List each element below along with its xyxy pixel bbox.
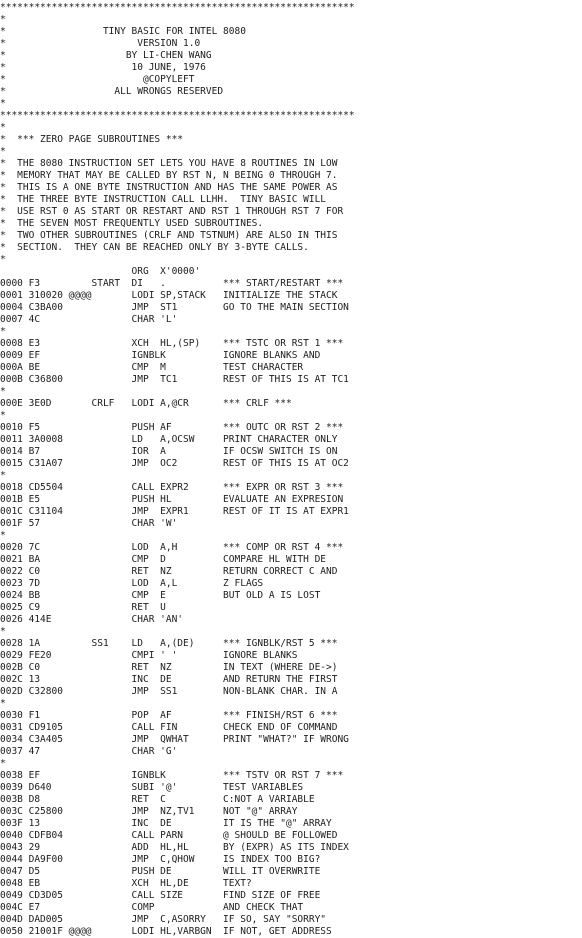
listing-line: * SECTION. THEY CAN BE REACHED ONLY BY 3-BYTE CALLS. bbox=[0, 242, 309, 253]
listing-line: * THE 8080 INSTRUCTION SET LETS YOU HAVE 8 ROUTINES IN LOW bbox=[0, 158, 338, 169]
listing-line: 0031 CD9105 CALL FIN CHECK END OF COMMAND bbox=[0, 722, 338, 733]
listing-line: 0039 D640 SUBI '@' TEST VARIABLES bbox=[0, 782, 304, 793]
listing-line: * bbox=[0, 530, 6, 541]
listing-line: * bbox=[0, 698, 6, 709]
listing-line: * BY LI-CHEN WANG bbox=[0, 50, 212, 61]
listing-line: 0014 B7 IOR A IF OCSW SWITCH IS ON bbox=[0, 446, 338, 457]
listing-line: 0007 4C CHAR 'L' bbox=[0, 314, 178, 325]
listing-line: 0030 F1 POP AF *** FINISH/RST 6 *** bbox=[0, 710, 338, 721]
listing-line: 002D C32800 JMP SS1 NON-BLANK CHAR. IN A bbox=[0, 686, 338, 697]
listing-line: 003C C25800 JMP NZ,TV1 NOT "@" ARRAY bbox=[0, 806, 298, 817]
listing-line: 0034 C3A405 JMP QWHAT PRINT "WHAT?" IF WRONG bbox=[0, 734, 349, 745]
listing-line: * TWO OTHER SUBROUTINES (CRLF AND TSTNUM) ARE ALSO IN THIS bbox=[0, 230, 338, 241]
listing-line: 003B D8 RET C C:NOT A VARIABLE bbox=[0, 794, 315, 805]
listing-line: * bbox=[0, 326, 6, 337]
listing-line: ORG X'0000' bbox=[0, 266, 201, 277]
listing-line: 0011 3A0008 LD A,OCSW PRINT CHARACTER ONLY bbox=[0, 434, 338, 445]
listing-line: * bbox=[0, 758, 6, 769]
listing-line: * 10 JUNE, 1976 bbox=[0, 62, 206, 73]
listing-line: 0026 414E CHAR 'AN' bbox=[0, 614, 184, 625]
listing-line: * bbox=[0, 410, 6, 421]
listing-line: * VERSION 1.0 bbox=[0, 38, 201, 49]
listing-line: 0043 29 ADD HL,HL BY (EXPR) AS ITS INDEX bbox=[0, 842, 349, 853]
listing-line: 004D DAD005 JMP C,ASORRY IF SO, SAY "SORRY" bbox=[0, 914, 327, 925]
listing-line: 0049 CD3D05 CALL SIZE FIND SIZE OF FREE bbox=[0, 890, 321, 901]
listing-line: 0009 EF IGNBLK IGNORE BLANKS AND bbox=[0, 350, 321, 361]
listing-line: 0050 21001F @@@@ LODI HL,VARBGN IF NOT, GET ADDRESS bbox=[0, 926, 332, 937]
listing-line: * bbox=[0, 254, 6, 265]
listing-line: * bbox=[0, 146, 6, 157]
listing-line: * bbox=[0, 122, 6, 133]
listing-line: 0008 E3 XCH HL,(SP) *** TSTC OR RST 1 *** bbox=[0, 338, 344, 349]
listing-line: 0047 D5 PUSH DE WILL IT OVERWRITE bbox=[0, 866, 321, 877]
listing-line: * USE RST 0 AS START OR RESTART AND RST 1 THROUGH RST 7 FOR bbox=[0, 206, 344, 217]
listing-line: 0038 EF IGNBLK *** TSTV OR RST 7 *** bbox=[0, 770, 344, 781]
listing-line: 0028 1A SS1 LD A,(DE) *** IGNBLK/RST 5 *** bbox=[0, 638, 338, 649]
listing-line: 000A BE CMP M TEST CHARACTER bbox=[0, 362, 304, 373]
listing-line: * TINY BASIC FOR INTEL 8080 bbox=[0, 26, 246, 37]
listing-line: * bbox=[0, 386, 6, 397]
listing-line: * *** ZERO PAGE SUBROUTINES *** bbox=[0, 134, 184, 145]
listing-line: ************************************************************** bbox=[0, 110, 355, 121]
listing-line: 0015 C31A07 JMP OC2 REST OF THIS IS AT OC2 bbox=[0, 458, 349, 469]
listing-line: * bbox=[0, 470, 6, 481]
listing-line: 0021 BA CMP D COMPARE HL WITH DE bbox=[0, 554, 327, 565]
listing-line: 000B C36800 JMP TC1 REST OF THIS IS AT TC1 bbox=[0, 374, 349, 385]
listing-line: 0020 7C LOD A,H *** COMP OR RST 4 *** bbox=[0, 542, 344, 553]
listing-line: 001B E5 PUSH HL EVALUATE AN EXPRESION bbox=[0, 494, 344, 505]
listing-line: 0018 CD5504 CALL EXPR2 *** EXPR OR RST 3 *** bbox=[0, 482, 344, 493]
listing-line: 0000 F3 START DI . *** START/RESTART *** bbox=[0, 278, 344, 289]
listing-line: 0001 310020 @@@@ LODI SP,STACK INITIALIZE THE STACK bbox=[0, 290, 338, 301]
listing-line: 0023 7D LOD A,L Z FLAGS bbox=[0, 578, 264, 589]
listing-line: 004C E7 COMP AND CHECK THAT bbox=[0, 902, 304, 913]
listing-line: 0044 DA9F00 JMP C,QHOW IS INDEX TOO BIG? bbox=[0, 854, 321, 865]
listing-line: * ALL WRONGS RESERVED bbox=[0, 86, 224, 97]
listing-line: 0004 C3BA00 JMP ST1 GO TO THE MAIN SECTION bbox=[0, 302, 349, 313]
listing-line: 0048 EB XCH HL,DE TEXT? bbox=[0, 878, 252, 889]
listing-line: 003F 13 INC DE IT IS THE "@" ARRAY bbox=[0, 818, 332, 829]
listing-line: 0010 F5 PUSH AF *** OUTC OR RST 2 *** bbox=[0, 422, 344, 433]
listing-line: * MEMORY THAT MAY BE CALLED BY RST N, N BEING 0 THROUGH 7. bbox=[0, 170, 338, 181]
listing-line: 001C C31104 JMP EXPR1 REST OF IT IS AT EXPR1 bbox=[0, 506, 349, 517]
listing-line: 002C 13 INC DE AND RETURN THE FIRST bbox=[0, 674, 338, 685]
listing-line: * THE THREE BYTE INSTRUCTION CALL LLHH. TINY BASIC WILL bbox=[0, 194, 327, 205]
listing-line: 0025 C9 RET U bbox=[0, 602, 166, 613]
listing-line: * @COPYLEFT bbox=[0, 74, 195, 85]
listing-line: 000E 3E0D CRLF LODI A,@CR *** CRLF *** bbox=[0, 398, 292, 409]
listing-line: 002B C0 RET NZ IN TEXT (WHERE DE->) bbox=[0, 662, 338, 673]
listing-line: * bbox=[0, 14, 6, 25]
listing-line: 0024 BB CMP E BUT OLD A IS LOST bbox=[0, 590, 321, 601]
listing-line: 0037 47 CHAR 'G' bbox=[0, 746, 178, 757]
listing-line: ************************************************************** bbox=[0, 2, 355, 13]
listing-line: * THE SEVEN MOST FREQUENTLY USED SUBROUTINES. bbox=[0, 218, 264, 229]
listing-line: * bbox=[0, 626, 6, 637]
listing-line: 0022 C0 RET NZ RETURN CORRECT C AND bbox=[0, 566, 338, 577]
listing-line: 001F 57 CHAR 'W' bbox=[0, 518, 178, 529]
listing-line: 0029 FE20 CMPI ' ' IGNORE BLANKS bbox=[0, 650, 298, 661]
listing-line: * bbox=[0, 98, 6, 109]
listing-line: * THIS IS A ONE BYTE INSTRUCTION AND HAS THE SAME POWER AS bbox=[0, 182, 338, 193]
listing-line: 0040 CDFB04 CALL PARN @ SHOULD BE FOLLOWED bbox=[0, 830, 338, 841]
